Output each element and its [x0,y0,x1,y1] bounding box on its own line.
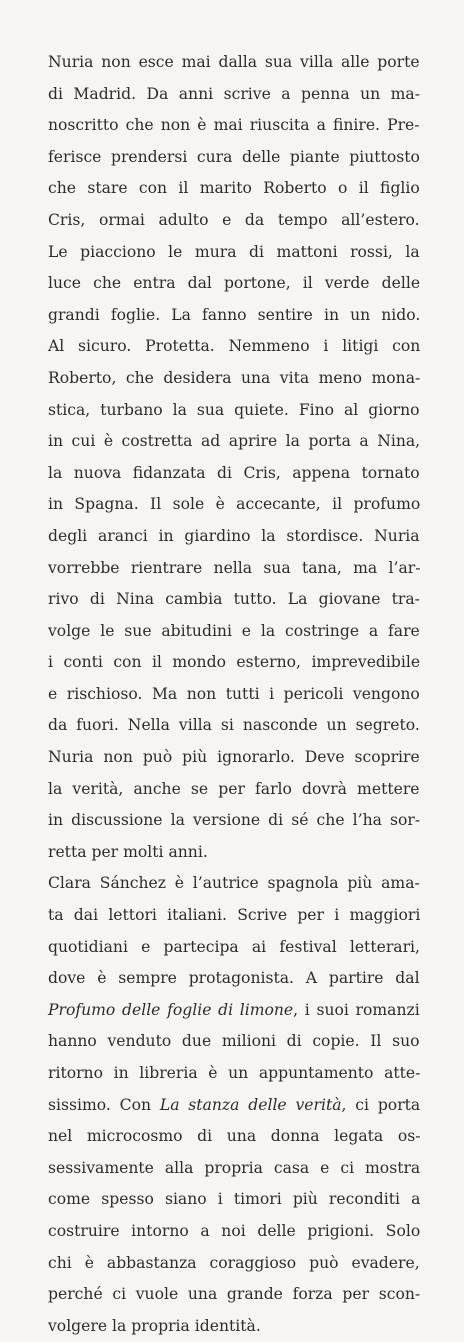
book-blurb [48,47,420,1342]
text-line: chi è abbastanza coraggioso può evadere, [48,1253,420,1272]
text-line: Profumo delle foglie di limone, i suoi romanzi [48,1000,420,1019]
text-line: retta per molti anni. [48,842,208,861]
text-line: Nuria non esce mai dalla sua villa alle porte [48,53,420,71]
text-line: in cui è costretta ad aprire la porta a Nina, [48,432,421,451]
text-line: ferisce prendersi cura delle piante piuttosto [48,147,420,166]
text-line: ta dai lettori italiani. Scrive per i maggiori [48,906,421,925]
text-line: luce che entra dal portone, il verde delle [48,274,421,293]
text-line: dove è sempre protagonista. A partire dal [48,969,420,988]
text-line: rivo di Nina cambia tutto. La giovane tra- [48,590,420,609]
text-line: e rischioso. Ma non tutti i pericoli vengono [48,684,420,703]
text-line: Nuria non può più ignorarlo. Deve scoprire [48,748,420,767]
text-line: nel microcosmo di una donna legata os- [48,1127,421,1146]
text-line: stica, turbano la sua quiete. Fino al giorno [48,400,420,419]
text-line: vorrebbe rientrare nella sua tana, ma l’ar- [48,558,421,577]
text-line: Al sicuro. Protetta. Nemmeno i litigi con [48,337,421,356]
text-line: Le piacciono le mura di mattoni rossi, la [48,242,420,261]
text-line: che stare con il marito Roberto o il figlio [48,179,420,198]
text-line: costruire intorno a noi delle prigioni. Solo [48,1221,421,1240]
text-line: ritorno in libreria è un appuntamento atte- [48,1064,421,1082]
author-bio-paragraph [48,868,420,1342]
text-line: volge le sue abitudini e la costringe a fare [48,621,420,640]
text-line: hanno venduto due milioni di copie. Il suo [48,1032,420,1051]
text-line: Roberto, che desidera una vita meno mona- [48,368,421,387]
text-line: in discussione la versione di sé che l’ha sor- [48,811,421,830]
text-line: quotidiani e partecipa ai festival letterari, [48,937,420,956]
text-line: i conti con il mondo esterno, imprevedibile [48,653,421,672]
text-line: la verità, anche se per farlo dovrà mettere [48,779,420,798]
text-line: la nuova fidanzata di Cris, appena tornato [48,463,420,482]
text-line: in Spagna. Il sole è accecante, il profumo [48,495,421,514]
text-line: Clara Sánchez è l’autrice spagnola più ama- [48,874,420,893]
text-line: volgere la propria identità. [48,1316,261,1335]
synopsis-paragraph [48,47,420,868]
text-line: grandi foglie. La fanno sentire in un nido. [48,305,421,324]
text-line: noscritto che non è mai riuscita a finire. Pre- [48,116,420,135]
text-line: Cris, ormai adulto e da tempo all’estero. [48,210,420,229]
text-line: da fuori. Nella villa si nasconde un segreto. [48,716,420,735]
book-title: Profumo delle foglie di limone [48,1000,294,1019]
text-line: come spesso siano i timori più reconditi a [48,1190,421,1209]
text-line: sessivamente alla propria casa e ci mostra [48,1158,421,1177]
text-line: di Madrid. Da anni scrive a penna un ma- [48,84,420,103]
book-title: La stanza delle verità [159,1095,342,1114]
text-line: sissimo. Con La stanza delle verità, ci porta [48,1095,421,1114]
text-line: perché ci vuole una grande forza per scon- [48,1285,421,1304]
text-line: degli aranci in giardino la stordisce. Nuria [48,526,420,545]
